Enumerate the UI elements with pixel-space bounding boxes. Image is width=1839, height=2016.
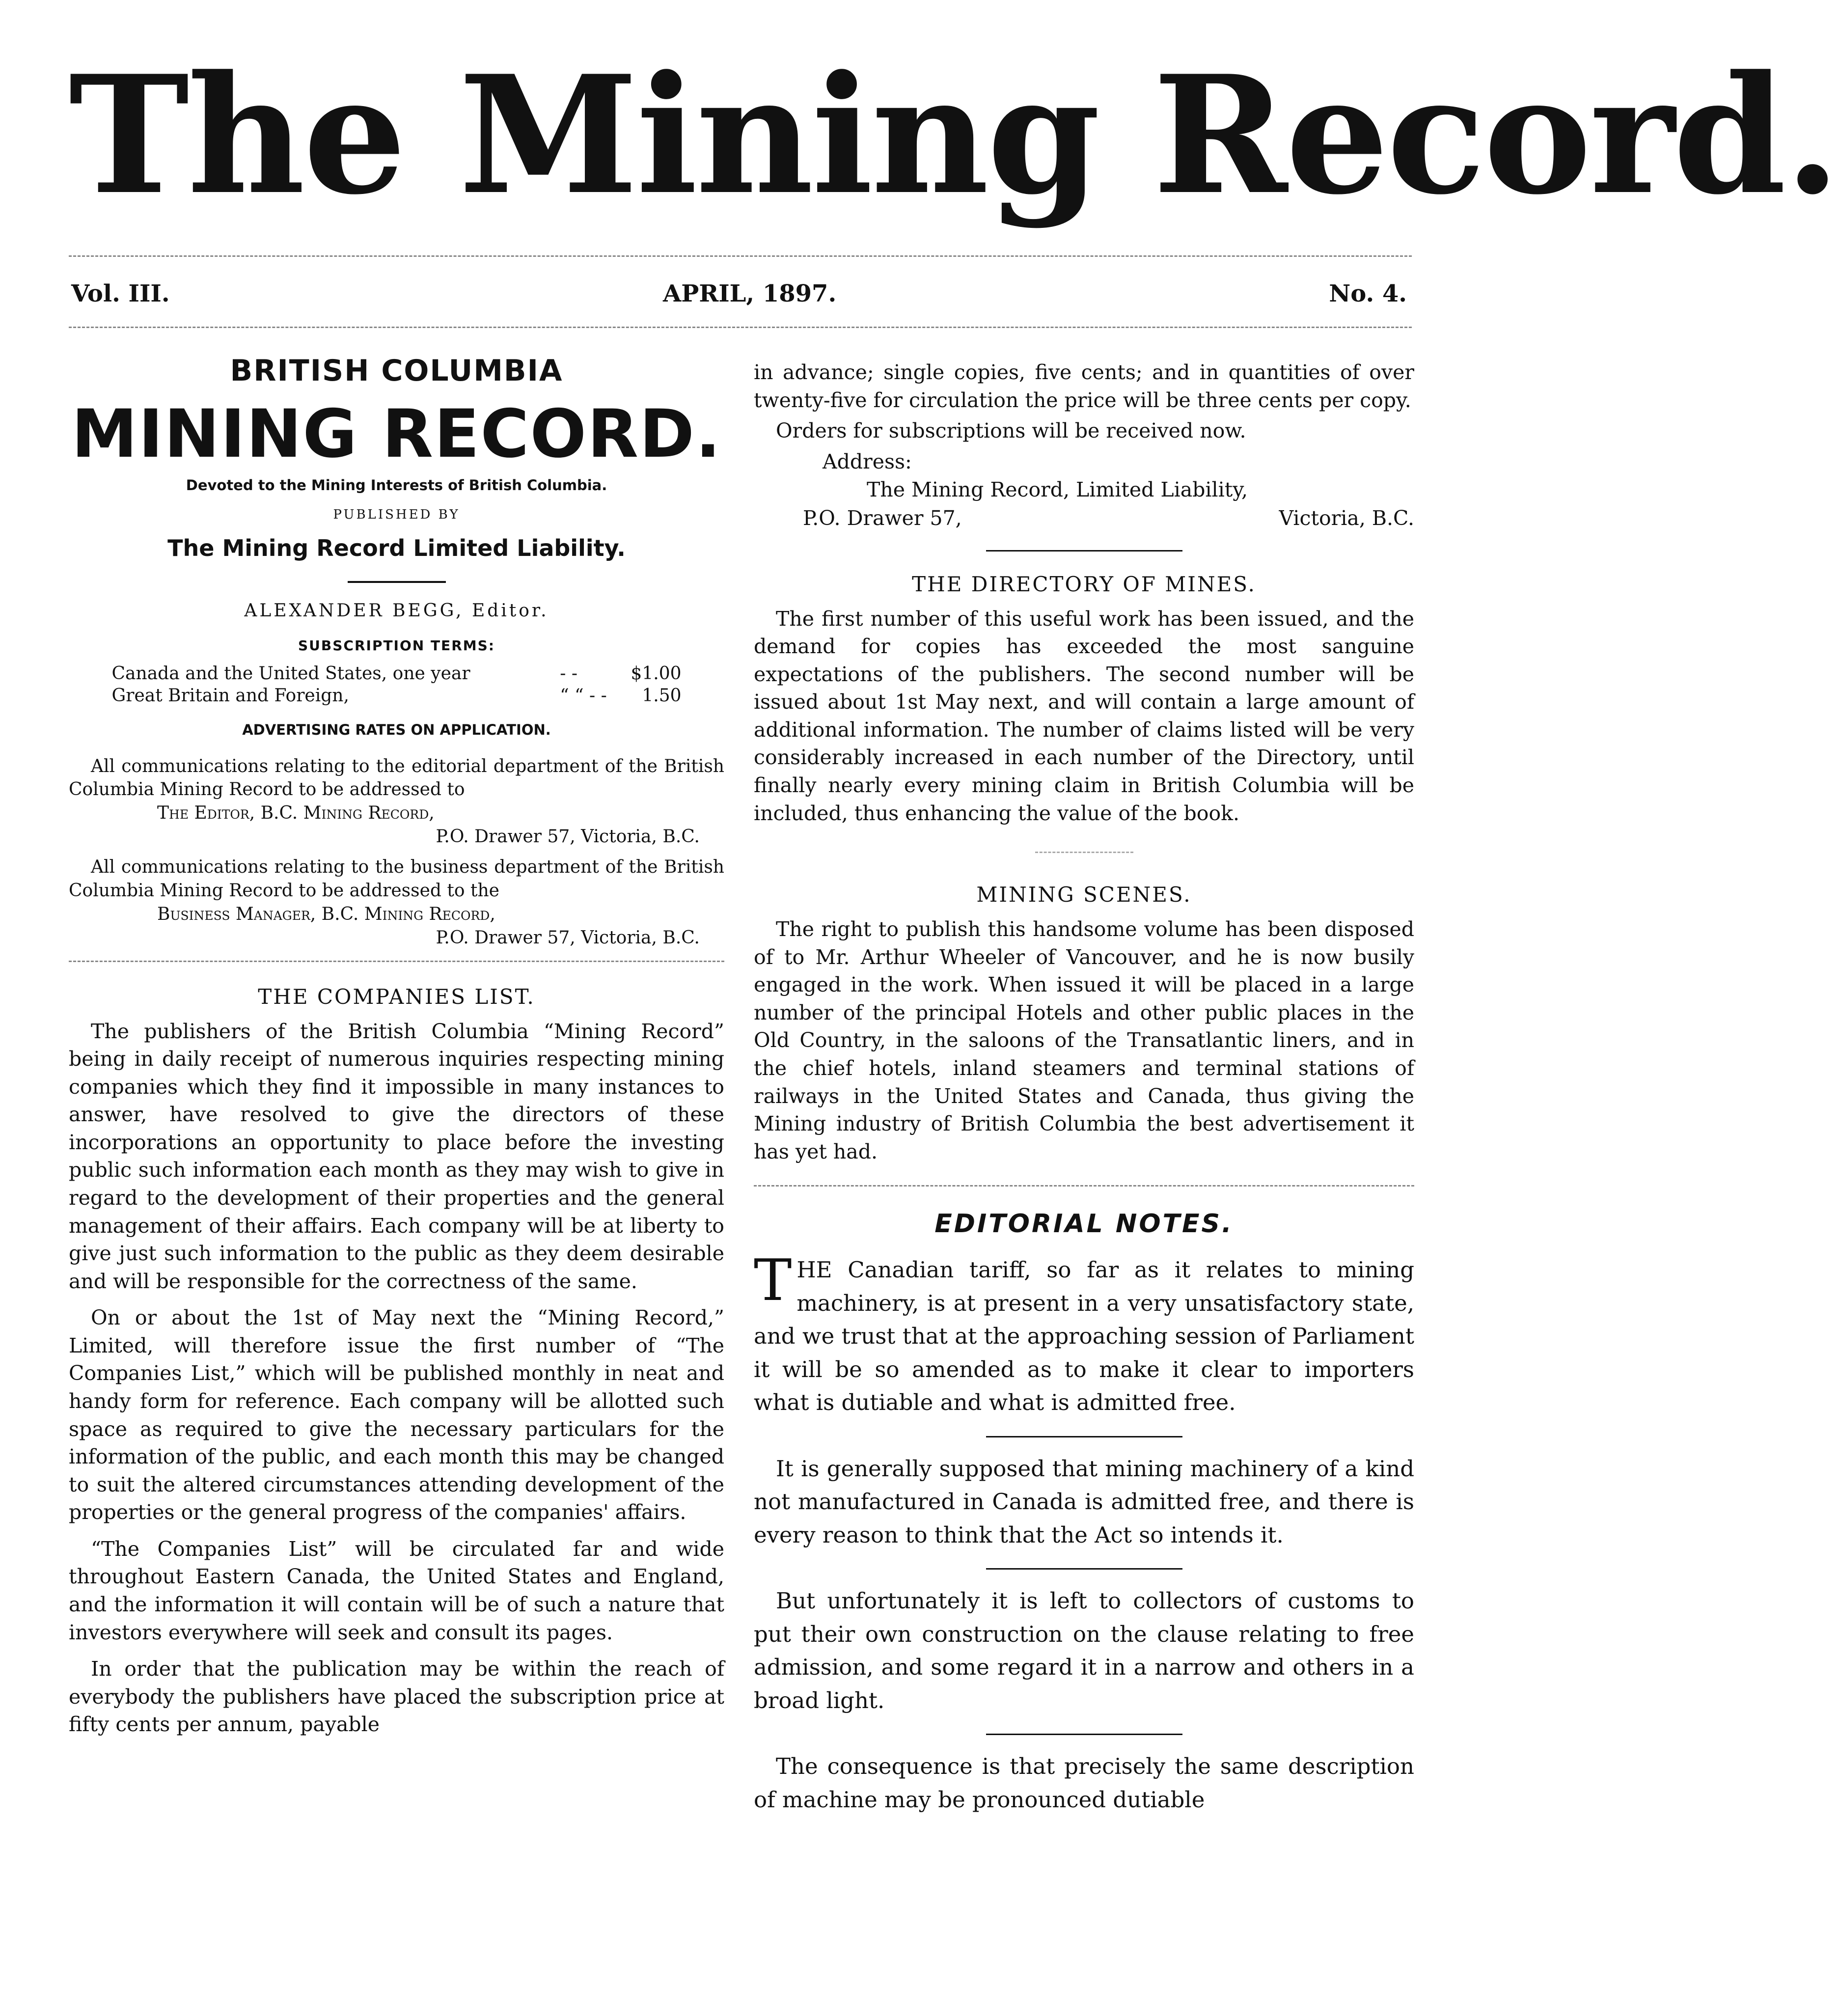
- devoted-line: Devoted to the Mining Interests of British Columbia.: [186, 476, 607, 494]
- business-contact-address: Business Manager, B.C. Mining Record,: [157, 904, 495, 924]
- section-rule: [986, 550, 1182, 552]
- address-drawer-line: [754, 504, 1414, 532]
- editorial-paragraph: [754, 1247, 1414, 1419]
- right-column: [754, 344, 1414, 1816]
- issue-number: No. 4.: [1329, 280, 1407, 307]
- paragraph-rule: [986, 1734, 1182, 1735]
- editorial-contact-drawer: P.O. Drawer 57, Victoria, B.C.: [436, 827, 700, 847]
- section-rule: [1035, 852, 1133, 853]
- section-separator: [69, 961, 724, 962]
- business-contact-drawer: P.O. Drawer 57, Victoria, B.C.: [436, 927, 700, 948]
- paragraph-rule: [986, 1436, 1182, 1437]
- issue-date: APRIL, 1897.: [663, 280, 837, 307]
- advertising-rates: ADVERTISING RATES ON APPLICATION.: [242, 721, 551, 738]
- paragraph-rule: [986, 1568, 1182, 1570]
- rate-price: $1.00: [631, 663, 682, 684]
- rate-row: [112, 685, 682, 707]
- publisher-rule: [348, 581, 446, 583]
- editorial-contact: [69, 755, 724, 849]
- companies-paragraph: The publishers of the British Columbia “Mining Record” being in daily receipt of numerous inquiries respecting mining companies which they find it impossible in many instances to answer, have resolved to give the directors of these incorporations an opportunity to place before the investing public such information each month as they may wish to give in regard to the development of their properties and the general management of their affairs. Each company will be at liberty to give just such information to the public as they deem desirable and will be responsible for the correctness of the same.: [69, 1019, 724, 1293]
- masthead-title: The Mining Record.: [69, 40, 1839, 230]
- mining-scenes-text: The right to publish this handsome volume has been disposed of to Mr. Arthur Wheeler of Vancouver, and he is now busily engaged in the work. When issued it will be placed in a large number of the principal Hotels and other public places in the Old Country, in the saloons of the Transatlantic liners, and in the chief hotels, inland steamers and terminal stations of railways in the United States and Canada, thus giving the Mining industry of British Columbia the best advertisement it has yet had.: [754, 917, 1414, 1163]
- published-by: PUBLISHED BY: [333, 507, 460, 522]
- rate-dashes: “ “ - -: [560, 685, 607, 706]
- bc-name: MINING RECORD.: [71, 395, 722, 472]
- drop-cap: T: [754, 1247, 792, 1314]
- rate-row: [112, 663, 682, 685]
- address-name: The Mining Record, Limited Liability,: [867, 478, 1248, 502]
- editorial-notes-title: EDITORIAL NOTES.: [934, 1209, 1234, 1239]
- companies-paragraph: “The Companies List” will be circulated far and wide throughout Eastern Canada, the United States and England, and the information it will contain will be of such a nature that investors everywhere will seek and consult its pages.: [69, 1537, 724, 1644]
- rate-region: Great Britain and Foreign,: [111, 685, 349, 706]
- mining-scenes-title: MINING SCENES.: [976, 883, 1192, 907]
- companies-paragraph: In order that the publication may be within the reach of everybody the publishers have placed the subscription price at fifty cents per annum, payable: [69, 1657, 724, 1737]
- rate-dashes: - -: [560, 663, 578, 684]
- editorial-paragraph: The consequence is that precisely the same description of machine may be pronounced dutiable: [754, 1753, 1414, 1813]
- editor-line: ALEXANDER BEGG, Editor.: [244, 600, 549, 621]
- masthead-rule: [69, 255, 1412, 257]
- editorial-paragraph-text: HE Canadian tariff, so far as it relates to mining machinery, is at present in a very unsatisfactory state, and we trust that at the approaching session of Parliament it will be so amended as to make it clear to importers what is dutiable and what is admitted free.: [754, 1257, 1414, 1416]
- bc-title: BRITISH COLUMBIA: [230, 354, 563, 388]
- section-separator: [754, 1185, 1414, 1187]
- subscription-continued: in advance; single copies, five cents; and in quantities of over twenty-five for circulation the price will be three cents per copy.: [754, 360, 1414, 412]
- rate-region: Canada and the United States, one year: [111, 663, 470, 684]
- publisher-name: The Mining Record Limited Liability.: [167, 534, 626, 561]
- left-column: [69, 344, 724, 1739]
- business-contact: [69, 856, 724, 950]
- editorial-paragraph: But unfortunately it is left to collectors of customs to put their own construction on the clause relating to free admission, and some regard it in a narrow and others in a broad light.: [754, 1588, 1414, 1713]
- address-block: [754, 448, 1414, 532]
- rate-price: 1.50: [642, 685, 682, 706]
- editorial-contact-text: All communications relating to the editorial department of the British Columbia Mining Record to be addressed to: [69, 756, 724, 800]
- address-label: Address:: [823, 449, 912, 473]
- directory-title: THE DIRECTORY OF MINES.: [912, 572, 1256, 596]
- orders-line: Orders for subscriptions will be received now.: [776, 419, 1246, 443]
- issue-rule: [69, 327, 1412, 328]
- address-city: Victoria, B.C.: [1279, 506, 1414, 530]
- subscription-terms-heading: SUBSCRIPTION TERMS:: [298, 637, 495, 654]
- issue-line: [71, 280, 1407, 314]
- editorial-contact-address: The Editor, B.C. Mining Record,: [157, 803, 435, 824]
- rates-table: [112, 663, 682, 707]
- volume-label: Vol. III.: [71, 280, 170, 307]
- business-contact-text: All communications relating to the business department of the British Columbia Mining Record to be addressed to the: [69, 857, 724, 901]
- directory-text: The first number of this useful work has been issued, and the demand for copies has exceeded the most sanguine expectations of the publishers. The second number will be issued about 1st May next, and will contain a large amount of additional information. The number of claims listed will be very considerably increased in each number of the Directory, until finally nearly every mining claim in British Columbia will be included, thus enhancing the value of the book.: [754, 607, 1414, 825]
- companies-paragraph: On or about the 1st of May next the “Mining Record,” Limited, will therefore issue the first number of “The Companies List,” which will be published monthly in neat and handy form for reference. Each company will be allotted such space as required to give the necessary particulars for the information of the public, and each month this may be changed to suit the altered circumstances attending development of the properties or the general progress of the companies' affairs.: [69, 1306, 724, 1524]
- companies-list-title: THE COMPANIES LIST.: [258, 984, 535, 1009]
- editorial-paragraph: It is generally supposed that mining machinery of a kind not manufactured in Canada is admitted free, and there is every reason to think that the Act so intends it.: [754, 1455, 1414, 1548]
- address-drawer: P.O. Drawer 57,: [803, 506, 962, 530]
